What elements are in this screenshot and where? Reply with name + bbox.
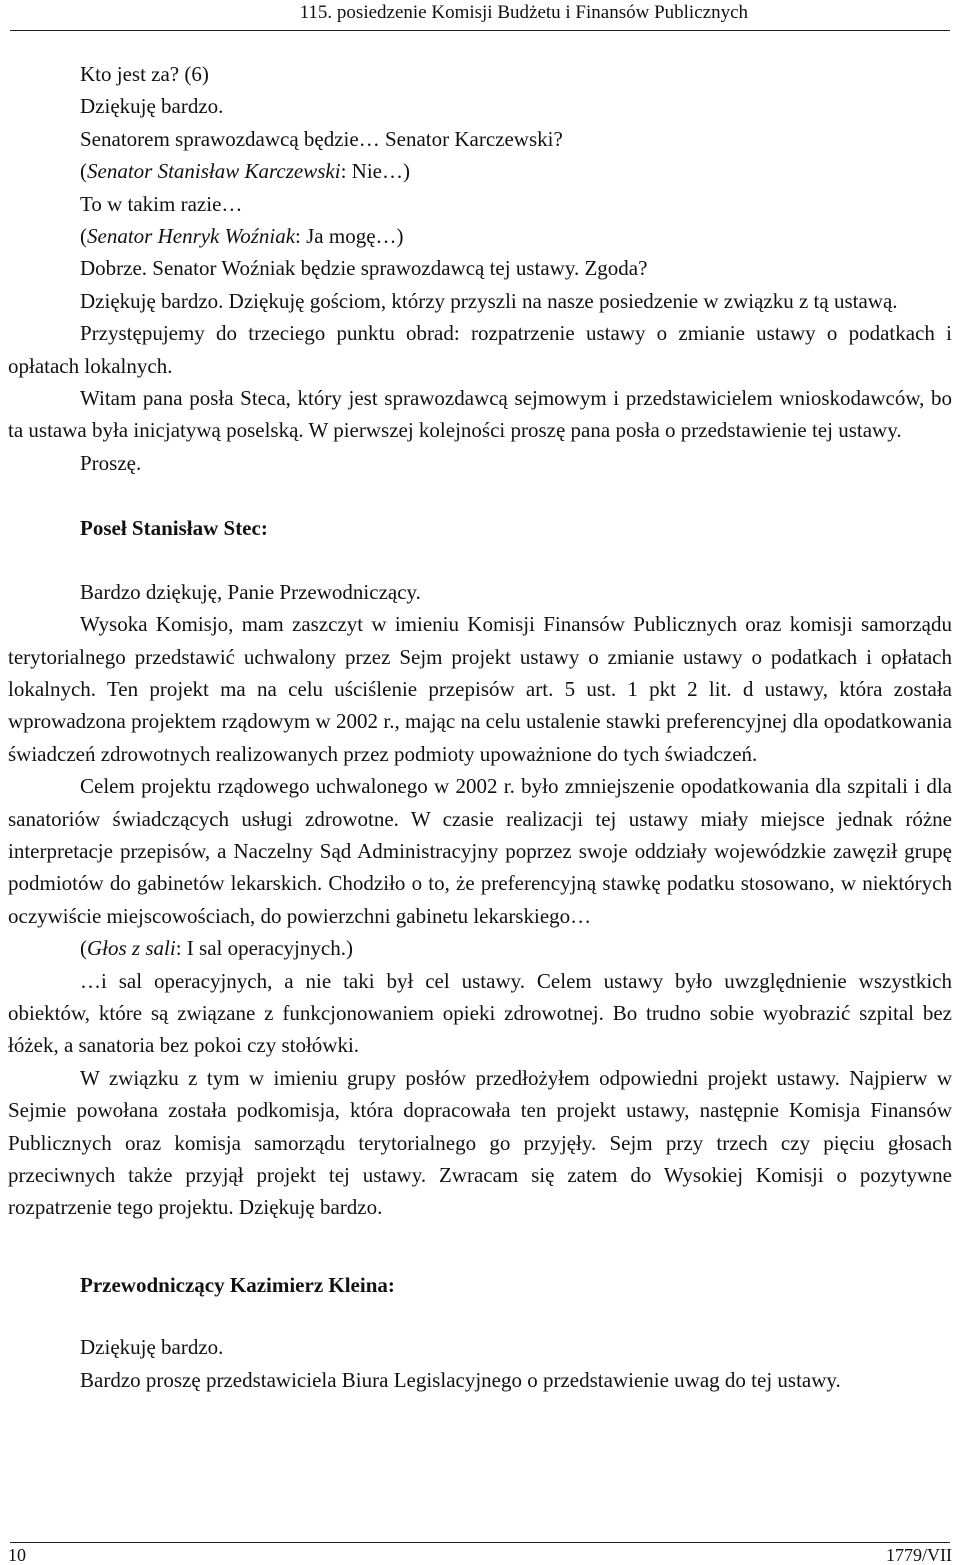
- transcript-body: [8, 58, 952, 1396]
- interjection: [8, 932, 952, 964]
- paragraph: Dziękuję bardzo. Dziękuję gościom, którzy przyszli na nasze posiedzenie w związku z tą ustawą.: [80, 288, 898, 313]
- interjection-text: : Nie…): [340, 159, 410, 184]
- paragraph: Przystępujemy do trzeciego punktu obrad: rozpatrzenie ustawy o zmianie ustawy o podatkach i opłatach lokalnych.: [8, 321, 952, 378]
- interjection-text: : Ja mogę…): [295, 224, 404, 249]
- paragraph: …i sal operacyjnych, a nie taki był cel ustawy. Celem ustawy było uwzględnienie wszystkich obiektów, które są związane z funkcjonowaniem opieki zdrowotnej. Bo trudno sobie wyobrazić szpital bez łóżek, a sanatoria bez pokoi czy stołówki.: [8, 968, 952, 1058]
- paragraph: To w takim razie…: [80, 191, 243, 216]
- paragraph: Wysoka Komisjo, mam zaszczyt w imieniu Komisji Finansów Publicznych oraz komisji samorządu terytorialnego przedstawić uchwalony przez Sejm projekt ustawy o zmianie ustawy o podatkach i opłatach lokalnych. Ten projekt ma na celu uściślenie przepisów art. 5 ust. 1 pkt 2 lit. d ustawy, która została wprowadzona projektem rządowym w 2002 r., mając na celu ustalenie stawki preferencyjnej dla opodatkowania świadczeń zdrowotnych realizowanych przez podmioty upoważnione do tych świadczeń.: [8, 612, 952, 766]
- speaker-heading: Przewodniczący Kazimierz Kleina:: [80, 1272, 395, 1297]
- interjection: [8, 220, 952, 252]
- paragraph: Dobrze. Senator Woźniak będzie sprawozdawcą tej ustawy. Zgoda?: [80, 256, 648, 281]
- paragraph: W związku z tym w imieniu grupy posłów przedłożyłem odpowiedni projekt ustawy. Najpierw w Sejmie powołana została podkomisja, która dopracowała ten projekt ustawy, następnie Komisja Finansów Publicznych oraz komisja samorządu terytorialnego go przyjęły. Sejm przy trzech czy pięciu głosach przeciwnych także przyjął projekt tej ustawy. Zwracam się zatem do Wysokiej Komisji o pozytywne rozpatrzenie tego projektu. Dziękuję bardzo.: [8, 1065, 952, 1220]
- header-divider: [10, 30, 950, 31]
- interjection-speaker: Głos z sali: [87, 936, 176, 961]
- paragraph: Bardzo dziękuję, Panie Przewodniczący.: [80, 579, 421, 604]
- paragraph: Celem projektu rządowego uchwalonego w 2002 r. było zmniejszenie opodatkowania dla szpitali i dla sanatoriów świadczących usługi zdrowotne. W czasie realizacji tej ustawy miały miejsce jednak różne interpretacje przepisów, a Naczelny Sąd Administracyjny poprzez swoje oddziały wojewódzkie zawęził grupę podmiotów do gabinetów lekarskich. Chodziło o to, że preferencyjną stawkę podatku stosowano, w niektórych oczywiście miejscowościach, do powierzchni gabinetu lekarskiego…: [8, 774, 952, 928]
- speaker-heading: Poseł Stanisław Stec:: [80, 516, 268, 541]
- paragraph: Senatorem sprawozdawcą będzie… Senator Karczewski?: [80, 126, 563, 151]
- paragraph: Bardzo proszę przedstawiciela Biura Legislacyjnego o przedstawienie uwag do tej ustawy.: [80, 1367, 841, 1392]
- paragraph: Witam pana posła Steca, który jest sprawozdawcą sejmowym i przedstawicielem wnioskodawców, bo ta ustawa była inicjatywą poselską. W pierwszej kolejności proszę pana posła o przedstawienie tej ustawy.: [8, 386, 952, 443]
- paragraph: Dziękuję bardzo.: [80, 94, 224, 119]
- page-header-title: 115. posiedzenie Komisji Budżetu i Finansów Publicznych: [299, 2, 748, 23]
- interjection: [8, 155, 952, 187]
- interjection-open: (: [80, 936, 87, 961]
- interjection-text: : I sal operacyjnych.): [175, 936, 353, 961]
- paragraph: Kto jest za? (6): [80, 62, 209, 86]
- paragraph: Dziękuję bardzo.: [80, 1335, 224, 1360]
- interjection-open: (: [80, 159, 87, 184]
- document-number: 1779/VII: [886, 1545, 952, 1565]
- footer-divider: [10, 1542, 950, 1543]
- interjection-open: (: [80, 224, 87, 249]
- interjection-speaker: Senator Henryk Woźniak: [87, 224, 296, 249]
- interjection-speaker: Senator Stanisław Karczewski: [87, 159, 341, 184]
- page-number: 10: [8, 1545, 26, 1565]
- paragraph: Proszę.: [80, 450, 142, 475]
